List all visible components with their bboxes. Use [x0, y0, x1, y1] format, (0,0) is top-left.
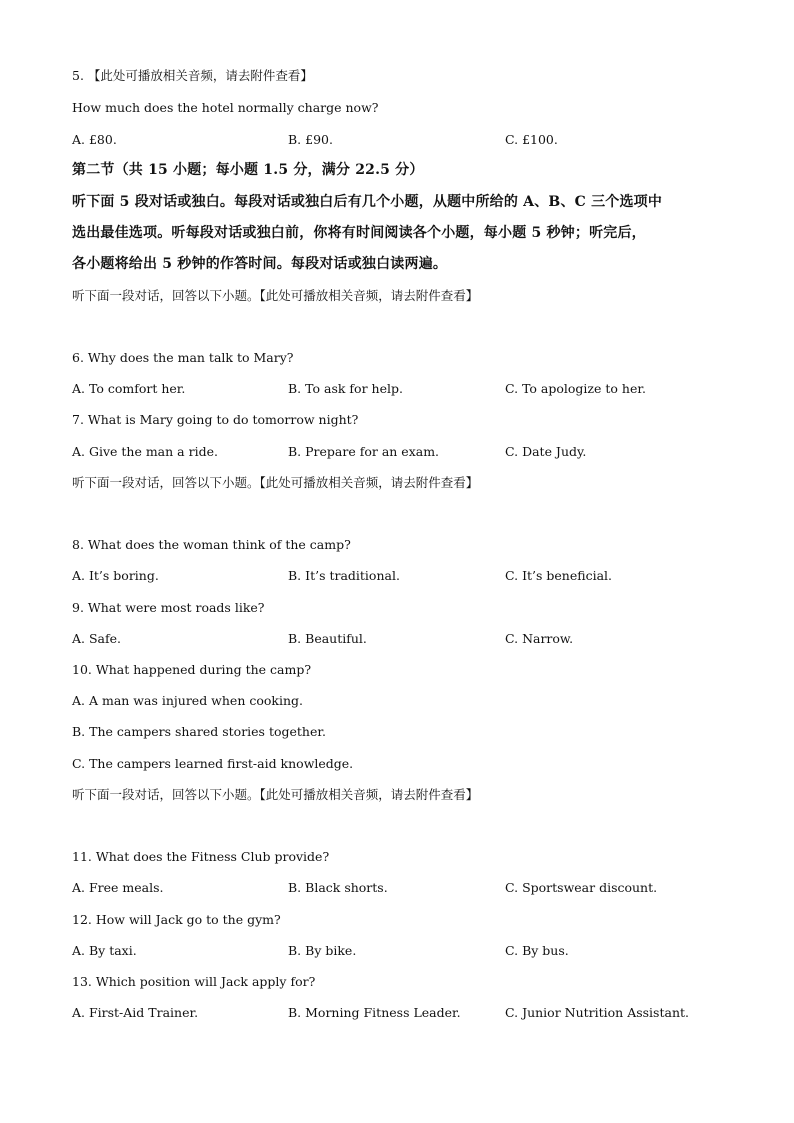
q13-option-b: B. Morning Fitness Leader. [288, 1005, 461, 1020]
q9-option-a: A. Safe. [72, 631, 121, 646]
q13-option-a: A. First-Aid Trainer. [72, 1005, 199, 1020]
q11-option-a: A. Free meals. [72, 880, 164, 895]
q10-option-b: B. The campers shared stories together. [72, 724, 326, 739]
section2-instruction-2: 选出最佳选项。听每段对话或独白前，你将有时间阅读各个小题，每小题 5 秒钟；听完后， [72, 225, 646, 241]
dialog2-prompt: 听下面一段对话，回答以下小题。【此处可播放相关音频，请去附件查看】 [72, 475, 479, 490]
q11-option-c: C. Sportswear discount. [505, 880, 658, 895]
q10-option-a: A. A man was injured when cooking. [72, 693, 303, 708]
q7-option-b: B. Prepare for an exam. [288, 444, 440, 459]
q13-question: 13. Which position will Jack apply for? [72, 974, 316, 989]
q11-question: 11. What does the Fitness Club provide? [72, 849, 330, 864]
section2-heading: 第二节（共 15 小题；每小题 1.5 分，满分 22.5 分） [72, 162, 424, 178]
q5-option-c: C. £100. [505, 132, 558, 147]
q5-question: How much does the hotel normally charge now? [72, 100, 379, 115]
section2-instruction-3: 各小题将给出 5 秒钟的作答时间。每段对话或独白读两遍。 [72, 256, 448, 272]
q12-option-a: A. By taxi. [72, 943, 137, 958]
q6-option-a: A. To comfort her. [72, 381, 186, 396]
q8-option-c: C. It’s beneficial. [505, 568, 612, 583]
q10-option-c: C. The campers learned first-aid knowledge. [72, 756, 354, 771]
q10-question: 10. What happened during the camp? [72, 662, 312, 677]
q7-question: 7. What is Mary going to do tomorrow night? [72, 412, 359, 427]
q11-option-b: B. Black shorts. [288, 880, 388, 895]
q8-option-a: A. It’s boring. [72, 568, 159, 583]
q12-option-b: B. By bike. [288, 943, 357, 958]
q5-prompt: 5. 【此处可播放相关音频，请去附件查看】 [72, 68, 313, 83]
q12-option-c: C. By bus. [505, 943, 569, 958]
q6-option-c: C. To apologize to her. [505, 381, 646, 396]
section2-instruction-1: 听下面 5 段对话或独白。每段对话或独白后有几个小题，从题中所给的 A、B、C 三个选项中 [72, 194, 663, 210]
q13-option-c: C. Junior Nutrition Assistant. [505, 1005, 689, 1020]
q12-question: 12. How will Jack go to the gym? [72, 912, 281, 927]
q6-question: 6. Why does the man talk to Mary? [72, 350, 294, 365]
q8-question: 8. What does the woman think of the camp? [72, 537, 351, 552]
dialog3-prompt: 听下面一段对话，回答以下小题。【此处可播放相关音频，请去附件查看】 [72, 787, 479, 802]
q7-option-c: C. Date Judy. [505, 444, 587, 459]
dialog1-prompt: 听下面一段对话，回答以下小题。【此处可播放相关音频，请去附件查看】 [72, 288, 479, 303]
q9-option-c: C. Narrow. [505, 631, 574, 646]
q7-option-a: A. Give the man a ride. [72, 444, 218, 459]
q6-option-b: B. To ask for help. [288, 381, 403, 396]
q9-question: 9. What were most roads like? [72, 600, 265, 615]
q5-option-b: B. £90. [288, 132, 333, 147]
q8-option-b: B. It’s traditional. [288, 568, 400, 583]
q5-option-a: A. £80. [72, 132, 117, 147]
q9-option-b: B. Beautiful. [288, 631, 367, 646]
